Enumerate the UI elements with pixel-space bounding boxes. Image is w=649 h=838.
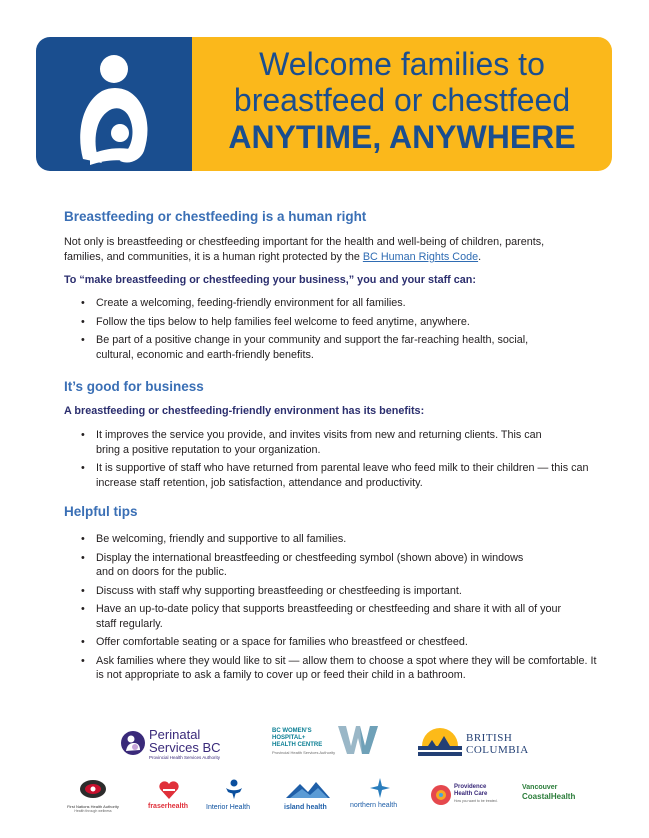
providence-line-2: Health Care xyxy=(454,791,488,797)
section-heading-business: It’s good for business xyxy=(64,379,204,394)
section-lead-can: To “make breastfeeding or chestfeeding your business,” you and your staff can: xyxy=(64,274,476,286)
bc-womens-w-icon xyxy=(338,726,378,754)
bc-gov-line-2: COLUMBIA xyxy=(466,744,529,756)
bullet-list-benefits xyxy=(64,428,604,490)
breastfeeding-symbol-icon xyxy=(36,37,192,171)
intro-text: Not only is breastfeeding or chestfeeding important for the health and well-being of children, parents, families, and communities, it is a human right protected by the xyxy=(64,236,545,263)
list-item: • Create a welcoming, feeding-friendly environment for all families. xyxy=(64,296,604,311)
bullet-list-tips xyxy=(64,532,604,683)
list-item: • Be part of a positive change in your community and support the far-reaching health, social, cultural, economic and earth-friendly benefits. xyxy=(64,333,564,362)
providence-sub: How you want to be treated. xyxy=(454,799,498,803)
partner-logos-row-2 xyxy=(0,774,649,818)
partner-logos-row-1 xyxy=(0,720,649,764)
fraser-name: fraserhealth xyxy=(148,803,189,810)
perinatal-services-logo xyxy=(120,726,250,762)
bc-womens-sub: Provincial Health Services Authority xyxy=(272,750,336,755)
list-item: • It improves the service you provide, and invites visits from new and returning clients. This can bring a positive reputation to your organization. xyxy=(64,428,564,457)
list-item: • Offer comfortable seating or a space for families who breastfeed or chestfeed. xyxy=(64,635,604,650)
interior-health-logo xyxy=(204,778,264,818)
island-mountain-icon xyxy=(286,778,330,800)
perinatal-icon xyxy=(120,730,146,756)
providence-logo xyxy=(430,780,510,818)
vch-line-1: Vancouver xyxy=(522,784,558,791)
main-content xyxy=(64,209,604,687)
section-lead-benefits: A breastfeeding or chestfeeding-friendly environment has its benefits: xyxy=(64,405,425,417)
breastfeeding-symbol xyxy=(36,37,192,171)
providence-line-1: Providence xyxy=(454,784,487,790)
list-item: • Ask families where they would like to sit — allow them to choose a spot where they will be comfortable. It is not appropriate to ask a family to cover up or feed their child in a bathroom. xyxy=(64,654,604,683)
vancouver-coastal-health-logo xyxy=(522,784,592,814)
perinatal-name-2: Services BC xyxy=(149,740,221,755)
intro-paragraph xyxy=(64,235,554,265)
bullet-list-actions xyxy=(64,296,604,362)
fnha-line-2: Health through wellness xyxy=(74,809,112,813)
fraser-heart-icon xyxy=(158,780,180,800)
list-item: • Display the international breastfeeding or chestfeeding symbol (shown above) in windows and on doors for the public. xyxy=(64,551,544,580)
title-line-3: ANYTIME, ANYWHERE xyxy=(228,119,576,155)
fnha-logo xyxy=(60,778,126,818)
interior-health-icon xyxy=(223,778,245,800)
interior-name: Interior Health xyxy=(206,804,250,811)
island-name: island health xyxy=(284,804,327,811)
title-line-2: breastfeed or chestfeed xyxy=(233,82,571,118)
perinatal-name-1: Perinatal xyxy=(149,727,201,742)
island-health-logo xyxy=(280,778,336,818)
northern-name: northern health xyxy=(350,802,398,809)
northern-health-logo xyxy=(350,778,410,818)
list-item: • Be welcoming, friendly and supportive to all families. xyxy=(64,532,604,547)
bc-womens-logo xyxy=(272,728,382,764)
fnha-line-1: First Nations Health Authority xyxy=(67,804,119,809)
bc-womens-line-2: HOSPITAL+ xyxy=(272,735,306,741)
list-item: • Discuss with staff why supporting breastfeeding or chestfeeding is important. xyxy=(64,584,604,599)
header-banner xyxy=(36,37,612,171)
northern-star-icon xyxy=(370,778,390,798)
list-item: • It is supportive of staff who have returned from parental leave who feed milk to their children — this can increase staff retention, job satisfaction, attendance and productivity. xyxy=(64,461,604,490)
bc-sun-icon xyxy=(418,724,462,758)
vch-line-2: CoastalHealth xyxy=(522,792,576,801)
perinatal-sub: Provincial Health Services Authority xyxy=(149,755,221,760)
header-title xyxy=(192,37,612,171)
title-line-1: Welcome families to xyxy=(259,46,545,82)
bc-gov-line-1: BRITISH xyxy=(466,732,513,744)
fnha-icon xyxy=(78,778,108,800)
intro-end: . xyxy=(478,251,482,263)
bc-government-logo xyxy=(418,724,538,760)
section-heading-tips: Helpful tips xyxy=(64,504,138,519)
list-item: • Follow the tips below to help families feel welcome to feed anytime, anywhere. xyxy=(64,315,604,330)
fraser-health-logo xyxy=(148,778,192,818)
list-item: • Have an up-to-date policy that supports breastfeeding or chestfeeding and share it with all of your staff regularly. xyxy=(64,602,564,631)
bc-human-rights-code-link[interactable]: BC Human Rights Code xyxy=(362,251,479,263)
bc-womens-line-3: HEALTH CENTRE xyxy=(272,742,323,748)
bc-womens-line-1: BC WOMEN’S xyxy=(272,728,312,734)
providence-icon xyxy=(430,784,452,806)
section-heading-human-right: Breastfeeding or chestfeeding is a human right xyxy=(64,209,367,224)
